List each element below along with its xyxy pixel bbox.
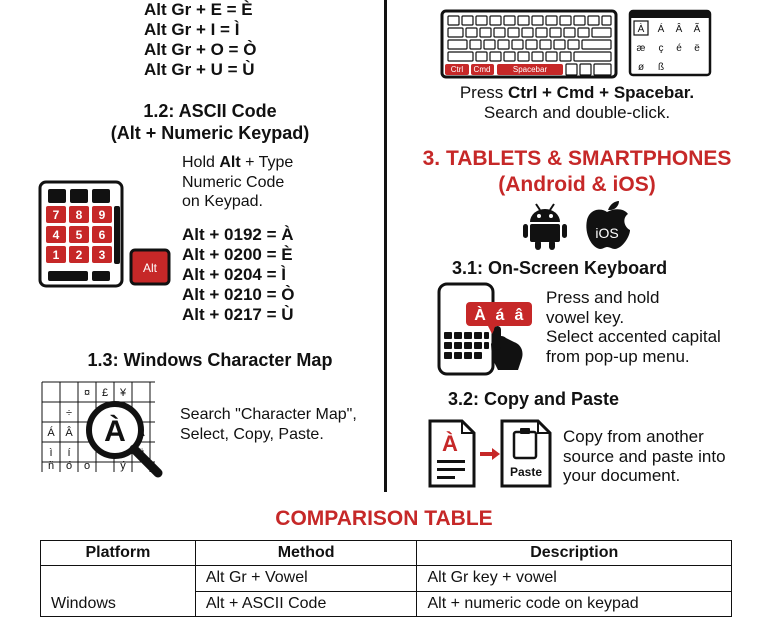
ios-label: iOS bbox=[595, 225, 619, 241]
doc-char: À bbox=[442, 431, 458, 456]
altgr-line: Alt Gr + O = Ò bbox=[144, 40, 257, 59]
ascii-instructions bbox=[182, 153, 293, 212]
keypad-key: 4 bbox=[52, 228, 60, 242]
ascii-code-line: Alt + 0192 = À bbox=[182, 225, 294, 244]
mobile-title-line1: 3. TABLETS & SMARTPHONES bbox=[422, 147, 732, 170]
android-icon bbox=[522, 200, 568, 252]
altgr-line: Alt Gr + I = Ì bbox=[144, 20, 240, 39]
ascii-title-line2: (Alt + Numeric Keypad) bbox=[110, 123, 310, 143]
alt-key-label: Alt bbox=[142, 261, 158, 275]
paste-label: Paste bbox=[509, 465, 543, 479]
viewer-char: Á bbox=[657, 24, 665, 35]
ascii-line3: on Keypad. bbox=[182, 193, 263, 210]
keyboard-icon bbox=[440, 9, 620, 79]
key-label: Spacebar bbox=[512, 65, 548, 74]
mac-shortcut: Ctrl + Cmd + Spacebar. bbox=[508, 83, 695, 102]
grid-char: ÷ bbox=[65, 407, 73, 419]
altgr-line: Alt Gr + U = Ù bbox=[144, 60, 255, 79]
ascii-code-line: Alt + 0204 = Ì bbox=[182, 265, 286, 284]
grid-char: ó bbox=[65, 460, 73, 472]
viewer-char: ß bbox=[657, 62, 665, 73]
charmap-desc-line: Select, Copy, Paste. bbox=[180, 425, 324, 443]
viewer-char: Ã bbox=[693, 24, 701, 35]
grid-char: í bbox=[67, 447, 71, 459]
mac-instructions bbox=[390, 83, 764, 123]
mac-line1-prefix: Press bbox=[459, 83, 509, 102]
keypad-key: 1 bbox=[52, 248, 60, 262]
numeric-keypad-icon bbox=[38, 180, 173, 290]
character-map-icon bbox=[40, 380, 170, 485]
column-header: Platform bbox=[41, 541, 196, 566]
desc-line: Copy from another bbox=[563, 427, 704, 446]
platform-cell: Windows bbox=[41, 566, 196, 617]
desc-line: your document. bbox=[563, 466, 681, 485]
column-header: Method bbox=[195, 541, 417, 566]
comparison-table bbox=[40, 540, 732, 617]
popup-char: â bbox=[514, 307, 524, 324]
method-cell: Alt Gr + Vowel bbox=[195, 566, 417, 592]
grid-char: Â bbox=[65, 427, 73, 439]
charmap-desc-line: Search "Character Map", bbox=[180, 406, 357, 423]
keypad-key: 3 bbox=[98, 248, 106, 262]
hold-suffix: + Type bbox=[240, 154, 294, 171]
magnifier-char: À bbox=[104, 415, 126, 448]
hold-prefix: Hold bbox=[182, 154, 220, 171]
comparison-table-title: COMPARISON TABLE bbox=[275, 507, 493, 530]
description-cell: Alt Gr key + vowel bbox=[417, 566, 732, 592]
ascii-hold-line bbox=[182, 153, 293, 173]
viewer-char: æ bbox=[636, 43, 646, 54]
keypad-key: 2 bbox=[75, 248, 83, 262]
viewer-char: é bbox=[676, 43, 682, 54]
ascii-codes bbox=[182, 225, 294, 325]
grid-char: ñ bbox=[47, 460, 55, 472]
ascii-code-line: Alt + 0210 = Ò bbox=[182, 285, 295, 304]
viewer-char: ø bbox=[637, 62, 645, 73]
mobile-title-line2: (Android & iOS) bbox=[498, 173, 656, 196]
keypad-key: 5 bbox=[75, 228, 83, 242]
popup-char: À bbox=[474, 307, 486, 324]
keypad-key: 9 bbox=[98, 208, 106, 222]
phone-keyboard-icon bbox=[436, 282, 541, 377]
ascii-title-line1: 1.2: ASCII Code bbox=[143, 101, 277, 121]
desc-line: from pop-up menu. bbox=[546, 346, 690, 366]
ascii-line2: Numeric Code bbox=[182, 173, 285, 191]
grid-char: ì bbox=[49, 447, 53, 459]
charmap-desc bbox=[180, 405, 357, 444]
desc-line: source and paste into bbox=[563, 446, 726, 466]
popup-char: á bbox=[495, 307, 505, 324]
key-label: Ctrl bbox=[450, 65, 464, 74]
key-label: Cmd bbox=[473, 65, 491, 74]
ascii-code-line: Alt + 0200 = È bbox=[182, 245, 293, 264]
desc-line: vowel key. bbox=[546, 307, 625, 327]
ascii-code-line: Alt + 0217 = Ù bbox=[182, 305, 294, 324]
grid-char: ö bbox=[83, 460, 91, 472]
viewer-char: ç bbox=[658, 43, 664, 54]
onscreen-keyboard-title: 3.1: On-Screen Keyboard bbox=[452, 258, 668, 278]
desc-line: Select accented capital bbox=[546, 327, 721, 346]
onscreen-keyboard-desc bbox=[546, 288, 721, 366]
keypad-key: 6 bbox=[98, 228, 106, 242]
desc-line: Press and hold bbox=[546, 288, 660, 307]
mac-line1 bbox=[390, 83, 764, 103]
grid-char: ¤ bbox=[83, 387, 91, 399]
table-header-row bbox=[41, 541, 732, 566]
copy-paste-desc bbox=[563, 427, 726, 486]
grid-char: ý bbox=[120, 460, 126, 472]
grid-char: ¥ bbox=[119, 387, 127, 399]
column-header: Description bbox=[417, 541, 732, 566]
mac-line2: Search and double-click. bbox=[483, 103, 671, 122]
altgr-line: Alt Gr + E = È bbox=[144, 0, 253, 19]
viewer-char: Â bbox=[675, 24, 683, 35]
character-viewer-icon bbox=[628, 9, 712, 77]
hold-key: Alt bbox=[219, 154, 241, 171]
keypad-key: 7 bbox=[52, 208, 60, 222]
keypad-key: 8 bbox=[75, 208, 83, 222]
table-row bbox=[41, 566, 732, 592]
method-cell: Alt + ASCII Code bbox=[195, 591, 417, 617]
charmap-title: 1.3: Windows Character Map bbox=[87, 350, 333, 370]
viewer-char: À bbox=[637, 24, 645, 35]
apple-ios-icon bbox=[582, 198, 632, 252]
viewer-char: ë bbox=[694, 43, 700, 54]
column-divider bbox=[384, 0, 387, 492]
copy-paste-icon bbox=[426, 418, 554, 490]
grid-char: Á bbox=[47, 427, 55, 439]
grid-char: £ bbox=[101, 387, 109, 399]
description-cell: Alt + numeric code on keypad bbox=[417, 591, 732, 617]
copy-paste-title: 3.2: Copy and Paste bbox=[448, 389, 620, 409]
